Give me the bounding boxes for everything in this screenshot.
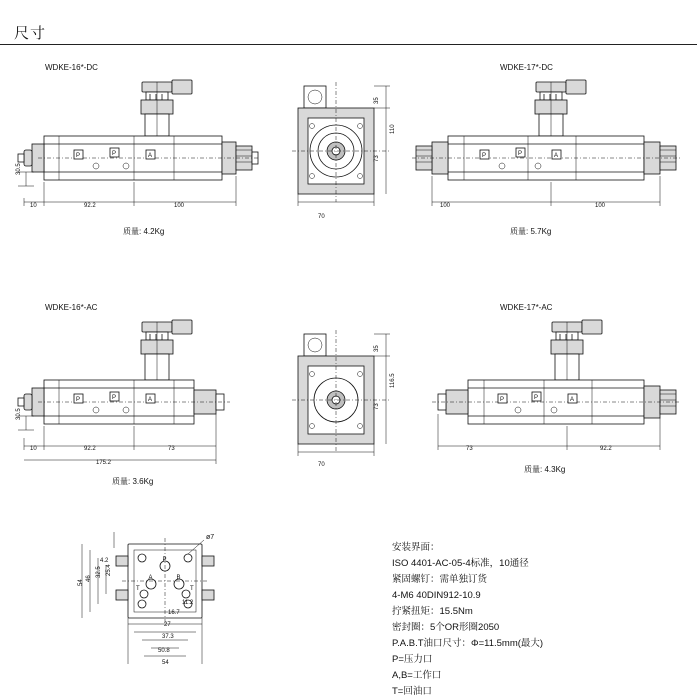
figure-wdke-17-ac-section [290,330,400,460]
spec-line-9: T=回油口 [392,686,432,697]
plate-dim-left-0: 4.2 [100,558,109,564]
page-title: 尺寸 [14,25,47,42]
dim-wdke17ac-section-w: 70 [318,462,325,468]
svg-text:P: P [162,557,167,563]
dim-wdke16ac-b1: 10 [30,446,37,452]
spec-line-0: 安装界面： [392,542,440,553]
plate-dim-left-1: 25.4 [106,564,112,576]
spec-line-7: P=压力口 [392,654,433,665]
svg-text:B: B [176,575,181,581]
svg-text:P: P [112,395,117,401]
spec-line-8: A,B=工作口 [392,670,442,681]
figure-wdke-16-ac [14,318,264,468]
svg-text:P: P [112,151,117,157]
spec-line-2: 紧固螺钉：需单独订货 [392,574,488,585]
dim-wdke17ac-r2: 116.5 [390,373,396,388]
dim-wdke17ac-r3: 73 [374,403,380,410]
dim-wdke17dc-r1: 35 [374,97,380,104]
figure-label-wdke-17-dc: WDKE-17*-DC [500,63,553,72]
svg-text:A: A [554,153,559,159]
svg-text:P: P [534,395,539,401]
plate-dim-bottom-2: 27 [164,622,171,628]
svg-text:P: P [500,397,505,403]
weight-wdke-17-ac: 质量: 4.3Kg [524,465,566,474]
svg-text:P: P [76,153,81,159]
svg-text:P: P [482,153,487,159]
plate-dim-left-2: 32.5 [96,566,102,578]
dim-wdke17ac-br: 92.2 [600,446,612,452]
dim-wdke16dc-left: 30.5 [16,163,22,175]
svg-text:T: T [190,586,194,592]
figure-wdke-17-dc-section [290,80,400,210]
spec-line-4: 拧紧扭矩：15.5Nm [392,606,473,617]
figure-mounting-plate [76,528,276,678]
spec-line-3: 4-M6 40DIN912-10.9 [392,590,481,601]
dim-wdke17dc-br: 100 [595,203,606,209]
weight-wdke-17-dc: 质量: 5.7Kg [510,227,552,236]
dim-wdke16dc-b1: 10 [30,203,37,209]
figure-label-wdke-16-ac: WDKE-16*-AC [45,303,98,312]
plate-dim-bottom-4: 50.8 [158,648,170,654]
dim-wdke16ac-left: 30.5 [16,408,22,420]
svg-text:P: P [76,397,81,403]
figure-label-wdke-16-dc: WDKE-16*-DC [45,63,98,72]
plate-dim-bottom-1: 16.7 [168,610,180,616]
dim-wdke16ac-b2: 92.2 [84,446,96,452]
svg-text:A: A [570,397,575,403]
plate-dim-left-3: 46 [86,575,92,582]
spec-line-6: P.A.B.T油口尺寸：Φ=11.5mm(最大) [392,638,544,649]
svg-text:A: A [148,575,153,581]
dim-wdke17ac-bl: 73 [466,446,473,452]
dim-wdke17dc-section-w: 70 [318,214,325,220]
svg-text:A: A [148,153,153,159]
plate-dim-left-4: 54 [78,579,84,586]
dim-wdke16dc-b3: 100 [174,203,185,209]
dim-wdke17dc-r3: 73 [374,155,380,162]
svg-text:T: T [136,586,140,592]
plate-dim-bottom-0: 11.2 [182,600,194,606]
svg-text:ø7: ø7 [206,534,215,541]
dim-wdke17dc-r2: 110 [390,124,396,134]
dim-wdke17ac-r1: 35 [374,345,380,352]
spec-line-1: ISO 4401-AC-05-4标准，10通径 [392,558,529,569]
dim-wdke17dc-bl: 100 [440,203,451,209]
spec-line-5: 密封圈：5个OR形圈2050 [392,622,500,633]
dim-wdke16ac-total: 175.2 [96,460,112,466]
plate-dim-bottom-5: 54 [162,660,169,666]
figure-wdke-16-dc [14,78,264,223]
figure-label-wdke-17-ac: WDKE-17*-AC [500,303,553,312]
dim-wdke16dc-b2: 92.2 [84,203,96,209]
dim-wdke16ac-b3: 73 [168,446,175,452]
figure-wdke-17-ac-elevation [412,318,682,468]
figure-wdke-17-dc-elevation [412,78,682,223]
svg-text:A: A [148,397,153,403]
svg-text:P: P [518,151,523,157]
weight-wdke-16-dc: 质量: 4.2Kg [123,227,165,236]
weight-wdke-16-ac: 质量: 3.6Kg [112,477,154,486]
plate-dim-bottom-3: 37.3 [162,634,174,640]
title-divider [0,44,697,45]
